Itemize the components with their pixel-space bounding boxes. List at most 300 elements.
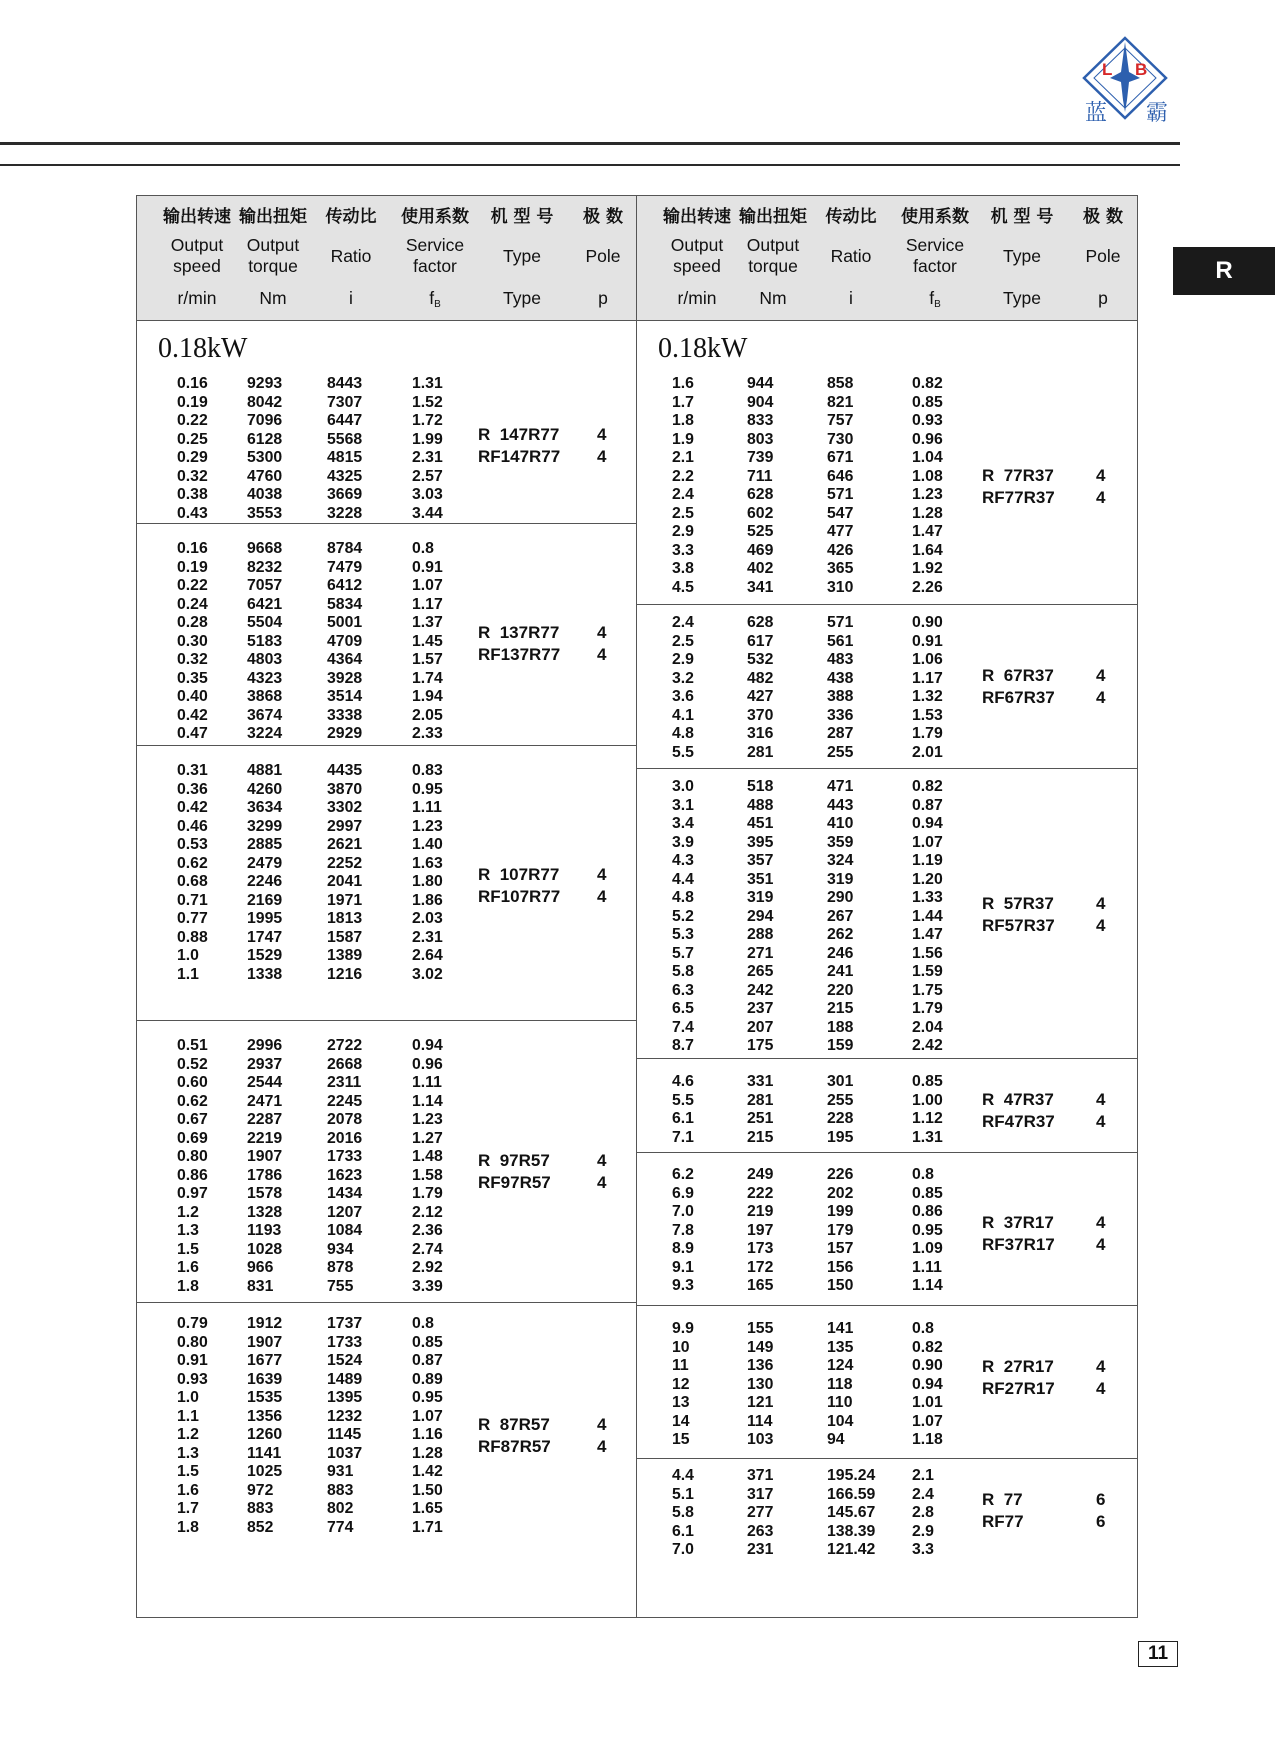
table-row <box>137 799 636 818</box>
table-row <box>637 778 1137 797</box>
table-row <box>637 1357 1137 1376</box>
service-factor-cell: 1.09 <box>912 1240 943 1257</box>
torque-cell: 803 <box>747 430 774 448</box>
ratio-cell: 8784 <box>327 540 363 557</box>
speed-cell: 2.5 <box>672 632 694 650</box>
speed-cell: 7.0 <box>672 1541 694 1558</box>
ratio-cell: 3302 <box>327 799 363 816</box>
service-factor-cell: 1.28 <box>412 1444 443 1462</box>
torque-cell: 6421 <box>247 595 283 613</box>
service-factor-cell: 1.50 <box>412 1481 443 1499</box>
torque-cell: 7096 <box>247 412 283 429</box>
table-row <box>637 1431 1137 1450</box>
gear-type-label: R 147R77 <box>478 425 560 444</box>
torque-cell: 488 <box>747 796 774 814</box>
section-tab-r[interactable]: R <box>1173 247 1275 295</box>
ratio-cell: 2668 <box>327 1055 363 1073</box>
service-factor-cell: 1.23 <box>412 1111 443 1128</box>
table-row <box>637 1073 1137 1092</box>
speed-cell: 1.2 <box>177 1203 199 1221</box>
torque-cell: 1260 <box>247 1426 283 1443</box>
ratio-cell: 195.24 <box>827 1467 876 1484</box>
speed-cell: 0.47 <box>177 725 208 742</box>
service-factor-cell: 1.27 <box>412 1129 443 1147</box>
torque-cell: 281 <box>747 1091 774 1109</box>
speed-cell: 7.4 <box>672 1018 694 1036</box>
torque-cell: 8042 <box>247 393 283 411</box>
ratio-cell: 1207 <box>327 1203 363 1221</box>
speed-cell: 1.6 <box>177 1481 199 1499</box>
torque-cell: 1338 <box>247 965 283 983</box>
service-factor-cell: 2.74 <box>412 1240 443 1258</box>
gear-type-label: R 27R17 <box>982 1357 1054 1376</box>
torque-cell: 3634 <box>247 799 283 816</box>
speed-cell: 1.8 <box>177 1518 199 1536</box>
ratio-cell: 4709 <box>327 632 363 650</box>
service-factor-cell: 2.05 <box>412 706 443 724</box>
table-row <box>637 505 1137 524</box>
speed-cell: 0.24 <box>177 595 208 613</box>
table-row <box>137 559 636 578</box>
service-factor-cell: 0.87 <box>412 1352 443 1369</box>
speed-cell: 0.43 <box>177 504 208 522</box>
speed-cell: 8.7 <box>672 1037 694 1054</box>
speed-cell: 5.8 <box>672 1504 694 1521</box>
header-unit-label: Nm <box>259 288 287 308</box>
speed-cell: 1.0 <box>177 1389 199 1406</box>
ratio-cell: 199 <box>827 1203 854 1220</box>
speed-cell: 9.1 <box>672 1258 694 1276</box>
service-factor-cell: 0.85 <box>912 1073 943 1090</box>
table-row <box>137 966 636 985</box>
gear-type-label: R 87R57 <box>478 1415 550 1434</box>
service-factor-cell: 1.40 <box>412 836 443 853</box>
ratio-cell: 3228 <box>327 504 363 522</box>
service-factor-cell: 0.96 <box>912 430 943 448</box>
torque-cell: 1639 <box>247 1370 283 1388</box>
service-factor-cell: 1.11 <box>412 1074 442 1091</box>
ratio-cell: 141 <box>827 1320 854 1337</box>
speed-cell: 0.46 <box>177 817 208 835</box>
ratio-cell: 8443 <box>327 375 363 392</box>
ratio-cell: 1232 <box>327 1407 363 1425</box>
table-row <box>137 1241 636 1260</box>
torque-cell: 263 <box>747 1522 774 1540</box>
service-factor-cell: 1.07 <box>912 1412 943 1430</box>
table-row <box>137 1074 636 1093</box>
ratio-cell: 755 <box>327 1277 354 1295</box>
header-cn-label: 输出转速 <box>663 207 731 227</box>
ratio-cell: 287 <box>827 725 854 742</box>
ratio-cell: 166.59 <box>827 1485 876 1503</box>
speed-cell: 0.53 <box>177 836 208 853</box>
service-factor-cell: 1.23 <box>412 817 443 835</box>
service-factor-cell: 1.17 <box>912 669 943 687</box>
torque-cell: 2219 <box>247 1129 283 1147</box>
service-factor-cell: 1.79 <box>912 1000 943 1017</box>
service-factor-cell: 1.07 <box>912 833 943 851</box>
ratio-cell: 94 <box>827 1431 845 1448</box>
torque-cell: 4323 <box>247 669 283 687</box>
torque-cell: 251 <box>747 1110 774 1127</box>
gear-type-label: RF57R37 <box>982 916 1055 935</box>
table-row <box>637 1413 1137 1432</box>
speed-cell: 0.51 <box>177 1037 208 1054</box>
service-factor-cell: 1.07 <box>412 577 443 594</box>
table-row <box>137 633 636 652</box>
ratio-cell: 336 <box>827 706 854 724</box>
torque-cell: 518 <box>747 778 774 795</box>
table-row <box>637 486 1137 505</box>
service-factor-cell: 0.94 <box>412 1037 443 1054</box>
service-factor-cell: 1.31 <box>412 375 443 392</box>
service-factor-cell: 3.3 <box>912 1541 934 1558</box>
pole-count-label: 4 <box>597 1173 607 1192</box>
table-row <box>137 1037 636 1056</box>
torque-cell: 1786 <box>247 1166 283 1184</box>
header-en-label: Ratio <box>830 246 872 266</box>
header-unit-label: p <box>1098 288 1108 308</box>
ratio-cell: 150 <box>827 1277 854 1294</box>
torque-cell: 1193 <box>247 1222 282 1239</box>
pole-count-label: 4 <box>597 1415 607 1434</box>
table-row <box>137 910 636 929</box>
torque-cell: 172 <box>747 1258 774 1276</box>
speed-cell: 1.9 <box>672 430 694 448</box>
torque-cell: 4038 <box>247 486 283 503</box>
speed-cell: 7.1 <box>672 1128 694 1146</box>
torque-cell: 175 <box>747 1037 774 1054</box>
gear-type-label: RF37R17 <box>982 1235 1055 1254</box>
speed-cell: 0.91 <box>177 1352 208 1369</box>
group-separator <box>637 1152 1137 1153</box>
speed-cell: 0.25 <box>177 430 208 448</box>
torque-cell: 4881 <box>247 762 283 779</box>
gear-type-label: RF77R37 <box>982 488 1055 507</box>
pole-count-label: 4 <box>1096 488 1106 507</box>
service-factor-cell: 0.8 <box>412 540 434 557</box>
speed-cell: 0.67 <box>177 1111 208 1128</box>
service-factor-cell: 1.92 <box>912 560 943 577</box>
header-en-label: Service factor <box>405 235 465 276</box>
service-factor-cell: 0.8 <box>912 1166 934 1183</box>
speed-cell: 4.4 <box>672 1467 694 1484</box>
service-factor-cell: 1.17 <box>412 595 443 613</box>
table-row <box>137 449 636 468</box>
pole-count-label: 4 <box>597 447 607 466</box>
ratio-cell: 7479 <box>327 558 363 576</box>
ratio-cell: 931 <box>327 1463 354 1480</box>
torque-cell: 451 <box>747 815 774 832</box>
torque-cell: 197 <box>747 1221 774 1239</box>
speed-cell: 1.8 <box>177 1277 199 1295</box>
table-row <box>137 1352 636 1371</box>
speed-cell: 0.88 <box>177 928 208 946</box>
ratio-cell: 730 <box>827 430 854 448</box>
speed-cell: 0.68 <box>177 873 208 890</box>
table-row <box>137 1130 636 1149</box>
torque-cell: 3299 <box>247 817 283 835</box>
group-separator <box>637 1058 1137 1059</box>
service-factor-cell: 1.45 <box>412 632 443 650</box>
speed-cell: 7.0 <box>672 1203 694 1220</box>
ratio-cell: 1813 <box>327 910 363 927</box>
ratio-cell: 290 <box>827 889 854 906</box>
pole-count-label: 4 <box>1096 1379 1106 1398</box>
service-factor-cell: 0.94 <box>912 815 943 832</box>
speed-cell: 0.52 <box>177 1055 208 1073</box>
service-factor-cell: 2.12 <box>412 1203 443 1221</box>
service-factor-cell: 3.39 <box>412 1277 443 1295</box>
speed-cell: 3.0 <box>672 778 694 795</box>
ratio-cell: 228 <box>827 1110 854 1127</box>
ratio-cell: 1084 <box>327 1222 363 1239</box>
torque-cell: 136 <box>747 1357 774 1374</box>
speed-cell: 4.6 <box>672 1073 694 1090</box>
speed-cell: 0.69 <box>177 1129 208 1147</box>
speed-cell: 1.7 <box>177 1500 199 1517</box>
service-factor-cell: 1.00 <box>912 1091 943 1109</box>
ratio-cell: 262 <box>827 926 854 943</box>
table-row <box>637 560 1137 579</box>
speed-cell: 4.8 <box>672 725 694 742</box>
speed-cell: 0.80 <box>177 1148 208 1165</box>
speed-cell: 2.4 <box>672 614 694 631</box>
torque-cell: 427 <box>747 688 774 705</box>
torque-cell: 1677 <box>247 1352 283 1369</box>
service-factor-cell: 1.57 <box>412 651 443 668</box>
ratio-cell: 774 <box>327 1518 354 1536</box>
table-row <box>137 1185 636 1204</box>
service-factor-cell: 1.59 <box>912 963 943 980</box>
table-row <box>137 1259 636 1278</box>
torque-cell: 370 <box>747 706 774 724</box>
service-factor-cell: 2.26 <box>912 578 943 596</box>
torque-cell: 2544 <box>247 1074 283 1091</box>
pole-count-label: 4 <box>1096 666 1106 685</box>
speed-cell: 1.3 <box>177 1222 199 1239</box>
pole-count-label: 4 <box>597 425 607 444</box>
torque-cell: 4260 <box>247 780 283 798</box>
speed-cell: 1.6 <box>177 1259 199 1276</box>
service-factor-cell: 1.99 <box>412 430 443 448</box>
table-row <box>637 1467 1137 1486</box>
torque-cell: 249 <box>747 1166 774 1183</box>
torque-cell: 2471 <box>247 1092 283 1110</box>
table-row <box>137 1315 636 1334</box>
service-factor-cell: 0.85 <box>912 1184 943 1202</box>
speed-cell: 4.8 <box>672 889 694 906</box>
table-row <box>137 1389 636 1408</box>
header-en-label: Type <box>503 246 541 266</box>
torque-cell: 1912 <box>247 1315 283 1332</box>
gear-type-label: RF47R37 <box>982 1112 1055 1131</box>
table-row <box>637 834 1137 853</box>
header-cn-label: 输出转速 <box>163 207 231 227</box>
service-factor-cell: 3.44 <box>412 504 443 522</box>
pole-count-label: 4 <box>597 865 607 884</box>
ratio-cell: 883 <box>327 1481 354 1499</box>
speed-cell: 3.3 <box>672 541 694 559</box>
ratio-cell: 3928 <box>327 669 363 687</box>
header-en-label: Output torque <box>746 235 800 276</box>
service-factor-cell: 1.47 <box>912 523 943 540</box>
speed-cell: 12 <box>672 1375 690 1393</box>
speed-cell: 1.5 <box>177 1463 199 1480</box>
table-row <box>137 375 636 394</box>
service-factor-cell: 2.03 <box>412 910 443 927</box>
speed-cell: 5.8 <box>672 963 694 980</box>
speed-cell: 9.3 <box>672 1277 694 1294</box>
ratio-cell: 2016 <box>327 1129 363 1147</box>
header-unit-label: r/min <box>177 288 217 308</box>
speed-cell: 0.29 <box>177 449 208 466</box>
service-factor-cell: 1.44 <box>912 907 943 925</box>
table-row <box>137 651 636 670</box>
header-en-label: Pole <box>585 246 621 266</box>
service-factor-cell: 2.31 <box>412 449 443 466</box>
table-row <box>137 1111 636 1130</box>
ratio-cell: 561 <box>827 632 854 650</box>
ratio-cell: 215 <box>827 1000 854 1017</box>
torque-cell: 966 <box>247 1259 274 1276</box>
header-cn-label: 使用系数 <box>901 207 969 227</box>
ratio-cell: 2311 <box>327 1074 362 1091</box>
torque-cell: 1907 <box>247 1148 283 1165</box>
table-row <box>137 1482 636 1501</box>
logo-cn-left: 蓝 <box>1085 101 1108 126</box>
ratio-cell: 319 <box>827 870 854 888</box>
header-en-label: Type <box>1003 246 1041 266</box>
torque-cell: 319 <box>747 889 774 906</box>
table-row <box>637 412 1137 431</box>
table-row <box>137 762 636 781</box>
service-factor-cell: 1.19 <box>912 852 943 869</box>
speed-cell: 6.3 <box>672 981 694 999</box>
power-rating-left: 0.18kW <box>158 333 248 364</box>
service-factor-cell: 0.90 <box>912 1357 943 1374</box>
speed-cell: 0.22 <box>177 412 208 429</box>
ratio-cell: 1733 <box>327 1148 363 1165</box>
service-factor-cell: 1.33 <box>912 889 943 906</box>
table-row <box>637 1000 1137 1019</box>
torque-cell: 351 <box>747 870 774 888</box>
torque-cell: 155 <box>747 1320 774 1337</box>
torque-cell: 215 <box>747 1128 774 1146</box>
gear-type-label: RF27R17 <box>982 1379 1055 1398</box>
torque-cell: 395 <box>747 833 774 851</box>
table-row <box>637 1320 1137 1339</box>
table-row <box>637 579 1137 598</box>
table-row <box>637 1376 1137 1395</box>
table-row <box>137 1056 636 1075</box>
service-factor-cell: 2.1 <box>912 1467 934 1484</box>
table-row <box>137 1519 636 1538</box>
group-separator <box>137 523 636 524</box>
speed-cell: 0.32 <box>177 651 208 668</box>
svg-text:B: B <box>1135 60 1148 79</box>
torque-cell: 972 <box>247 1481 274 1499</box>
ratio-cell: 2245 <box>327 1092 363 1110</box>
speed-cell: 0.19 <box>177 558 208 576</box>
service-factor-cell: 1.11 <box>912 1258 942 1276</box>
torque-cell: 402 <box>747 560 774 577</box>
torque-cell: 3868 <box>247 688 283 705</box>
table-row <box>137 892 636 911</box>
pole-count-label: 4 <box>1096 466 1106 485</box>
speed-cell: 2.9 <box>672 651 694 668</box>
table-row <box>137 1463 636 1482</box>
ratio-cell: 821 <box>827 393 854 411</box>
table-row <box>637 908 1137 927</box>
gear-type-label: RF67R37 <box>982 688 1055 707</box>
table-row <box>637 744 1137 763</box>
speed-cell: 1.8 <box>672 412 694 429</box>
ratio-cell: 324 <box>827 852 854 869</box>
pole-count-label: 4 <box>597 645 607 664</box>
table-row <box>637 1222 1137 1241</box>
table-row <box>137 505 636 524</box>
ratio-cell: 267 <box>827 907 854 925</box>
ratio-cell: 202 <box>827 1184 854 1202</box>
table-row <box>137 1278 636 1297</box>
ratio-cell: 2621 <box>327 836 363 853</box>
table-row <box>137 614 636 633</box>
ratio-cell: 359 <box>827 833 854 851</box>
table-row <box>637 633 1137 652</box>
header-cn-label: 极 数 <box>583 207 623 227</box>
service-factor-cell: 1.63 <box>412 854 443 872</box>
table-row <box>637 1019 1137 1038</box>
service-factor-cell: 2.42 <box>912 1037 943 1054</box>
service-factor-cell: 1.07 <box>412 1407 443 1425</box>
table-row <box>137 1222 636 1241</box>
ratio-cell: 671 <box>827 449 854 466</box>
service-factor-cell: 0.91 <box>912 632 943 650</box>
table-row <box>637 688 1137 707</box>
header-en-label: Output torque <box>246 235 300 276</box>
ratio-cell: 426 <box>827 541 854 559</box>
gear-type-label: RF147R77 <box>478 447 561 466</box>
ratio-cell: 1623 <box>327 1166 363 1184</box>
service-factor-cell: 3.02 <box>412 965 443 983</box>
torque-cell: 5300 <box>247 449 283 466</box>
table-row <box>137 394 636 413</box>
torque-cell: 831 <box>247 1277 274 1295</box>
pole-count-label: 4 <box>1096 1090 1106 1109</box>
speed-cell: 2.1 <box>672 449 694 466</box>
table-row <box>137 1167 636 1186</box>
speed-cell: 1.2 <box>177 1426 199 1443</box>
table-row <box>137 540 636 559</box>
torque-cell: 207 <box>747 1018 774 1036</box>
torque-cell: 5504 <box>247 614 283 631</box>
ratio-cell: 226 <box>827 1166 854 1183</box>
table-row <box>137 836 636 855</box>
group-separator <box>637 1305 1137 1306</box>
table-row <box>637 1037 1137 1056</box>
torque-cell: 277 <box>747 1504 774 1521</box>
speed-cell: 0.79 <box>177 1315 208 1332</box>
ratio-cell: 802 <box>327 1500 354 1517</box>
ratio-cell: 443 <box>827 796 854 814</box>
speed-cell: 5.5 <box>672 1091 694 1109</box>
table-row <box>637 670 1137 689</box>
service-factor-cell: 1.74 <box>412 669 443 687</box>
ratio-cell: 246 <box>827 944 854 962</box>
speed-cell: 0.80 <box>177 1333 208 1351</box>
group-separator <box>137 745 636 746</box>
